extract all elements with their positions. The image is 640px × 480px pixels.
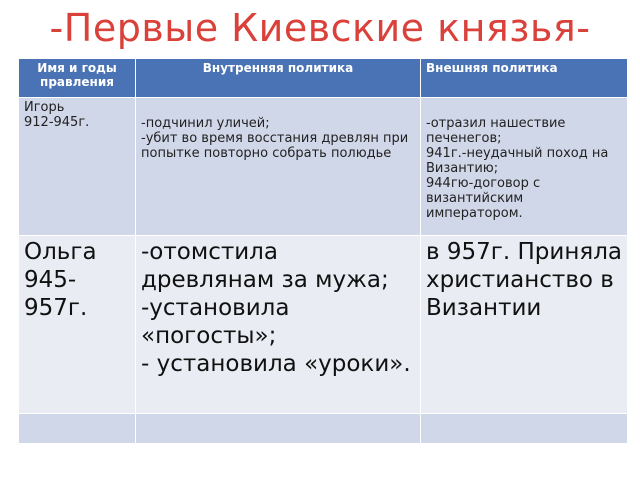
column-header-internal: Внутренняя политика [136,59,421,98]
princes-table [18,58,628,444]
column-header-external: Внешняя политика [421,59,628,98]
cell-text: Игорь [24,100,65,115]
cell-name-olga [19,236,136,414]
column-header-name: Имя и годы правления [19,59,136,98]
cell-text: 941г.-неудачный поход на Византию; [426,146,609,176]
cell-text: в 957г. Приняла христианство в Византии [426,239,622,321]
table-row-empty [19,414,628,444]
cell-internal-igor [136,98,421,236]
cell-text: 944гю-договор с византийским императором. [426,176,541,221]
empty-cell [421,414,628,444]
table-row [19,236,628,414]
cell-text: -установила «погосты»; [141,295,290,349]
cell-text: Ольга [24,239,97,265]
cell-text: -подчинил уличей; [141,116,270,131]
cell-external-olga [421,236,628,414]
empty-cell [19,414,136,444]
table-row [19,98,628,236]
table-header-row [19,59,628,98]
cell-text: 912-945г. [24,115,90,130]
cell-text: 957г. [24,295,88,321]
page-title: -Первые Киевские князья- [49,6,591,50]
cell-text: -убит во время восстания древлян при попытке повторно собрать полюдье [141,131,409,161]
empty-cell [136,414,421,444]
cell-text: 945- [24,267,77,293]
cell-text: -отомстила древлянам за мужа; [141,239,389,293]
cell-external-igor [421,98,628,236]
cell-internal-olga [136,236,421,414]
cell-text: - установила «уроки». [141,351,411,377]
cell-name-igor [19,98,136,236]
cell-text: -отразил нашествие печенегов; [426,116,566,146]
